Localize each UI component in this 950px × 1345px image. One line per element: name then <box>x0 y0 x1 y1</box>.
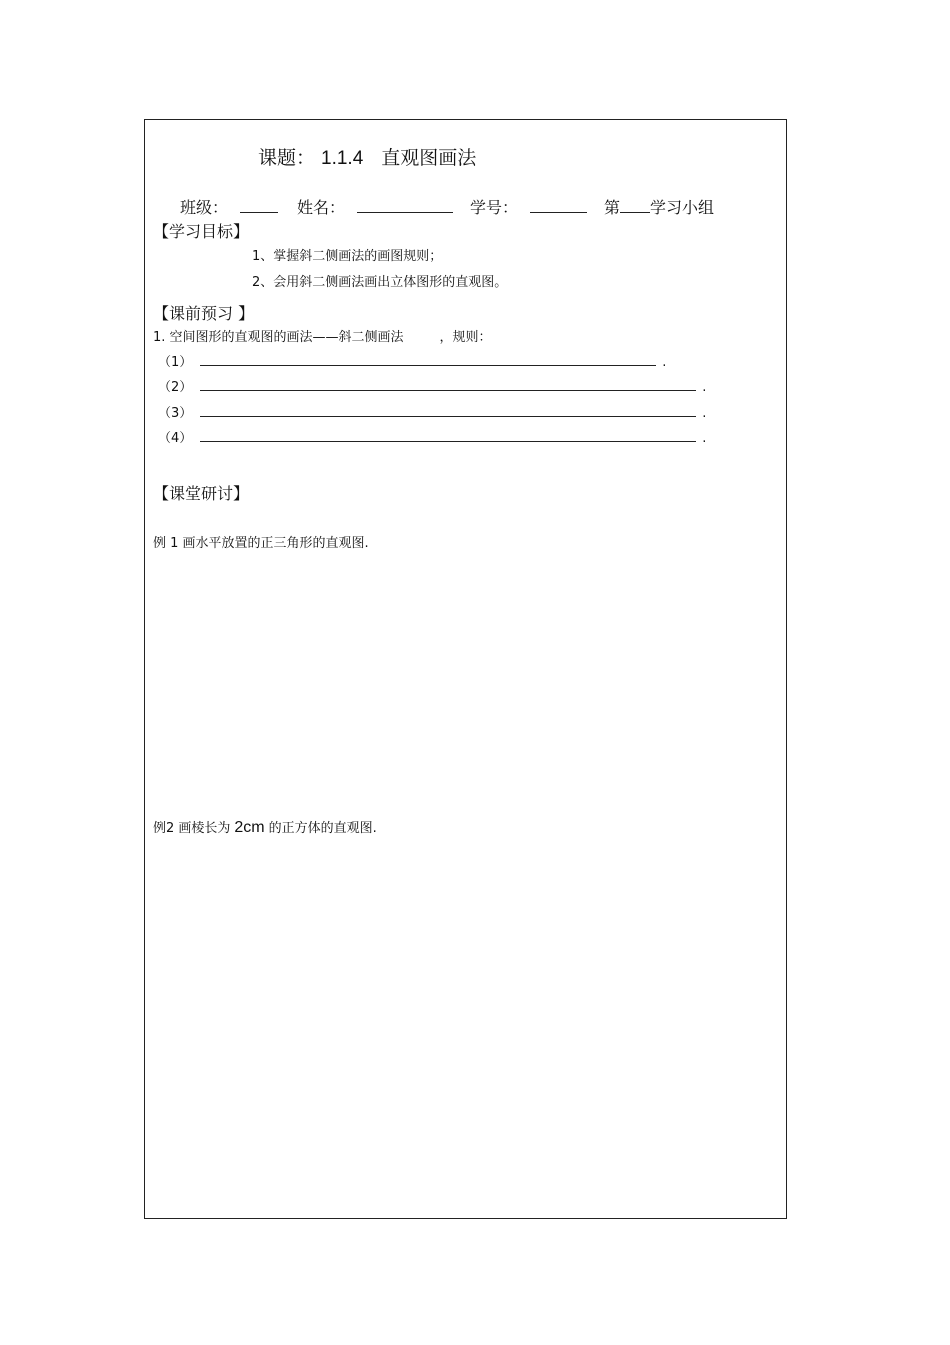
goals-heading: 【学习目标】 <box>153 222 250 241</box>
preview-heading: 【课前预习 】 <box>153 304 255 323</box>
preview-question-tail: ，规则： <box>439 330 492 345</box>
rule-row-2 <box>158 376 706 395</box>
rule-row-1 <box>158 351 666 370</box>
rule-row-4 <box>158 427 706 446</box>
page-title <box>258 143 476 170</box>
example-2 <box>153 817 377 837</box>
example-2-value: 2cm <box>234 819 265 836</box>
rule-label-1: （1） <box>158 355 193 370</box>
id-blank[interactable] <box>530 196 587 213</box>
example-1: 例 1 画水平放置的正三角形的直观图. <box>153 536 369 551</box>
id-field <box>470 195 587 218</box>
title-prefix: 课题： <box>258 147 316 169</box>
preview-question-text: 1. 空间图形的直观图的画法——斜二侧画法 <box>153 330 404 345</box>
rule-row-3 <box>158 402 706 421</box>
name-blank[interactable] <box>357 196 453 213</box>
rule-end-4: . <box>702 431 707 446</box>
group-prefix: 第 <box>604 198 621 217</box>
classroom-heading: 【课堂研讨】 <box>153 484 250 503</box>
name-label: 姓名： <box>297 198 346 217</box>
example-2-post: 的正方体的直观图. <box>268 821 377 836</box>
group-blank[interactable] <box>620 196 650 213</box>
preview-question <box>153 326 492 345</box>
rule-blank-2[interactable] <box>200 378 696 391</box>
class-field <box>180 195 278 218</box>
rule-blank-1[interactable] <box>200 353 656 366</box>
group-field <box>604 195 714 218</box>
group-suffix: 学习小组 <box>650 198 715 217</box>
id-label: 学号： <box>470 198 519 217</box>
goal-item-2: 2、会用斜二侧画法画出立体图形的直观图。 <box>252 275 508 290</box>
class-label: 班级： <box>180 198 229 217</box>
rule-blank-3[interactable] <box>200 404 696 417</box>
rule-end-3: . <box>702 406 707 421</box>
title-text: 直观图画法 <box>381 147 477 169</box>
rule-blank-4[interactable] <box>200 429 696 442</box>
goal-item-1: 1、掌握斜二侧画法的画图规则； <box>252 249 443 264</box>
rule-label-3: （3） <box>158 406 193 421</box>
name-field <box>297 195 453 218</box>
example-2-pre: 例2 画棱长为 <box>153 821 231 836</box>
title-number: 1.1.4 <box>321 148 364 169</box>
rule-label-2: （2） <box>158 380 193 395</box>
rule-label-4: （4） <box>158 431 193 446</box>
rule-end-2: . <box>702 380 707 395</box>
class-blank[interactable] <box>240 196 278 213</box>
rule-end-1: . <box>662 355 667 370</box>
